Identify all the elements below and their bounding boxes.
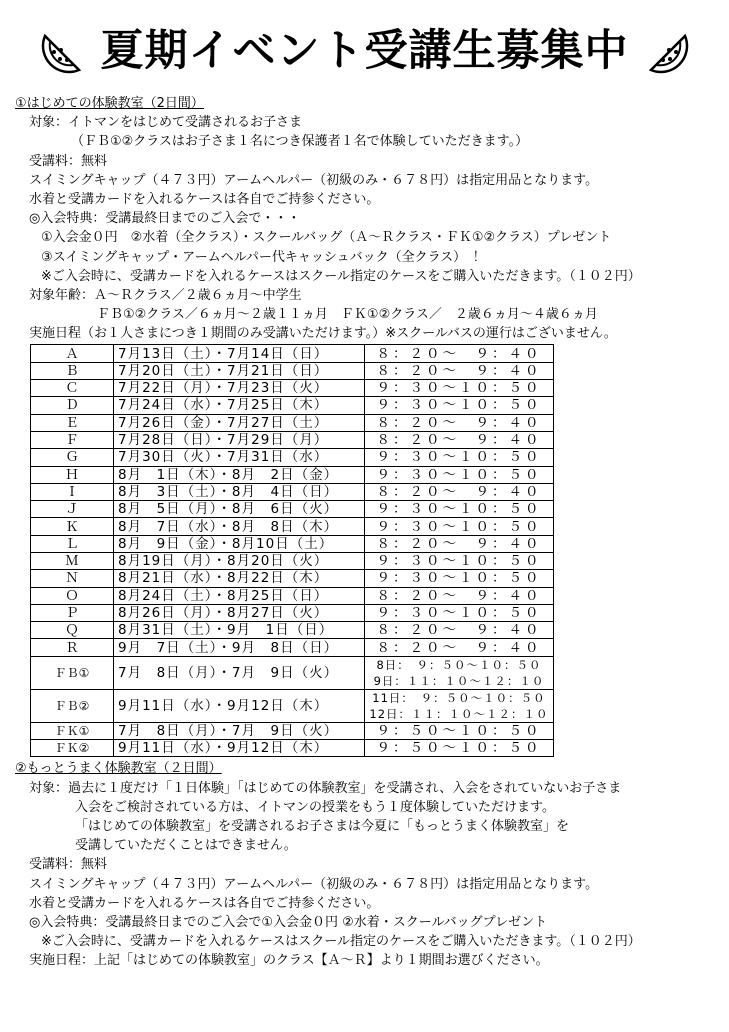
time-line: 8日： ９：５０～１０：５０ — [376, 657, 542, 672]
dates-cell: 7月13日（土）・7月14日（日） — [114, 345, 365, 362]
table-row — [31, 570, 554, 587]
table-row — [31, 362, 554, 379]
section2-heading: ②もっとうまく体験教室（２日間） — [15, 761, 222, 777]
class-cell: Ｃ — [31, 380, 114, 397]
time-line: 11日： ９：５０～１０：５０ — [372, 690, 546, 705]
time-cell: ９：３０～１０：５０ — [365, 501, 554, 518]
dates-cell: 9月11日（水）・9月12日（木） — [114, 689, 365, 722]
class-cell: ＦＫ② — [31, 740, 114, 757]
dates-cell: 8月 9日（金）・8月10日（土） — [114, 535, 365, 552]
dates-cell: 8月 1日（木）・8月 2日（金） — [114, 466, 365, 483]
dates-cell: 9月 7日（土）・9月 8日（日） — [114, 639, 365, 656]
dates-cell: 8月26日（月）・8月27日（火） — [114, 604, 365, 621]
section1-target: 対象：イトマンをはじめて受講されるお子さま — [29, 115, 303, 131]
section1-case: 水着と受講カードを入れるケースは各自でご持参ください。 — [29, 191, 380, 207]
table-row — [31, 587, 554, 604]
dates-cell: 7月 8日（月）・7月 9日（火） — [114, 656, 365, 689]
class-cell: Ｏ — [31, 587, 114, 604]
time-cell: ８：２０～ ９：４０ — [365, 362, 554, 379]
section1-bonus-item: ①入会金０円 ②水着（全クラス）・スクールバッグ（Ａ～Ｒクラス・ＦＫ①②クラス）プレゼント — [41, 230, 612, 246]
dates-cell: 7月26日（金）・7月27日（土） — [114, 414, 365, 431]
section2-bonus: ◎入会特典：受講最終日までのご入会で①入会金０円 ②水着・スクールバッグプレゼント — [29, 914, 548, 930]
section2-schedule: 実施日程：上記「はじめての体験教室」のクラス【Ａ～Ｒ】より１期間お選びください。 — [29, 953, 549, 969]
class-cell: Ｇ — [31, 449, 114, 466]
dates-cell: 8月 3日（土）・8月 4日（日） — [114, 483, 365, 500]
table-row — [31, 380, 554, 397]
section1-target-note: （ＦＢ①②クラスはお子さま１名につき保護者１名で体験していただきます。） — [71, 134, 529, 150]
dates-cell: 7月22日（月）・7月23日（火） — [114, 380, 365, 397]
time-cell: ９：３０～１０：５０ — [365, 553, 554, 570]
class-cell: Ｑ — [31, 622, 114, 639]
class-cell: Ｋ — [31, 518, 114, 535]
table-row — [31, 449, 554, 466]
time-cell: ８：２０～ ９：４０ — [365, 345, 554, 362]
table-row — [31, 622, 554, 639]
time-cell: ８：２０～ ９：４０ — [365, 622, 554, 639]
dates-cell: 8月24日（土）・8月25日（日） — [114, 587, 365, 604]
section1-heading: ①はじめての体験教室（2日間） — [15, 96, 204, 111]
time-line: 12日：１１：１０～１２：１０ — [369, 706, 549, 721]
time-cell: ９：３０～１０：５０ — [365, 466, 554, 483]
table-row — [31, 397, 554, 414]
class-cell: Ｐ — [31, 604, 114, 621]
class-cell: Ｌ — [31, 535, 114, 552]
table-row — [31, 466, 554, 483]
section1-note: ※ご入会時に、受講カードを入れるケースはスクール指定のケースをご購入いただきます。（１０２円） — [41, 268, 641, 284]
watermelon-icon — [643, 28, 689, 74]
section1-bonus-item: ③スイミングキャップ・アームヘルパー代キャッシュバック（全クラス） ！ — [41, 249, 486, 265]
table-row — [31, 639, 554, 656]
table-row — [31, 689, 554, 722]
class-cell: Ｉ — [31, 483, 114, 500]
section1-fee: 受講料：無料 — [29, 153, 108, 169]
page-header — [0, 22, 729, 80]
dates-cell: 8月19日（月）・8月20日（火） — [114, 553, 365, 570]
section2-target-line: 「はじめての体験教室」を受講されるお子さまは今夏に「もっとうまく体験教室」を — [75, 818, 570, 834]
dates-cell: 7月28日（日）・7月29日（月） — [114, 431, 365, 448]
class-cell: Ａ — [31, 345, 114, 362]
dates-cell: 8月31日（土）・9月 1日（日） — [114, 622, 365, 639]
class-cell: Ｅ — [31, 414, 114, 431]
class-cell: ＦＢ② — [31, 689, 114, 722]
class-cell: Ｒ — [31, 639, 114, 656]
dates-cell: 7月30日（火）・7月31日（水） — [114, 449, 365, 466]
time-cell: ９：５０～１０：５０ — [365, 722, 554, 739]
time-cell: ９：３０～１０：５０ — [365, 397, 554, 414]
table-row — [31, 414, 554, 431]
table-row — [31, 501, 554, 518]
class-cell: Ｆ — [31, 431, 114, 448]
time-cell: ８：２０～ ９：４０ — [365, 639, 554, 656]
class-cell: Ｎ — [31, 570, 114, 587]
table-row — [31, 518, 554, 535]
section2-target-line: 受講していただくことはできません。 — [75, 838, 297, 854]
class-cell: Ｂ — [31, 362, 114, 379]
table-row — [31, 722, 554, 739]
table-row — [31, 553, 554, 570]
section2-fee: 受講料：無料 — [29, 857, 108, 873]
time-cell: ９：３０～１０：５０ — [365, 449, 554, 466]
schedule-table — [30, 344, 554, 757]
page-title: 夏期イベント受講生募集中 — [100, 26, 629, 76]
table-row — [31, 345, 554, 362]
section1-bonus: ◎入会特典：受講最終日までのご入会で・・・ — [29, 211, 301, 227]
section1-items: スイミングキャップ（４７３円）アームヘルパー（初級のみ・６７８円）は指定用品となります。 — [29, 172, 599, 188]
time-cell: ８：２０～ ９：４０ — [365, 535, 554, 552]
table-row — [31, 604, 554, 621]
table-row — [31, 431, 554, 448]
dates-cell: 8月 5日（月）・8月 6日（火） — [114, 501, 365, 518]
dates-cell: 8月 7日（水）・8月 8日（木） — [114, 518, 365, 535]
time-cell: ８：２０～ ９：４０ — [365, 587, 554, 604]
dates-cell: 9月11日（水）・9月12日（木） — [114, 740, 365, 757]
time-cell: ９：３０～１０：５０ — [365, 604, 554, 621]
table-row — [31, 740, 554, 757]
class-cell: ＦＫ① — [31, 722, 114, 739]
class-cell: Ｄ — [31, 397, 114, 414]
dates-cell: 7月24日（水）・7月25日（木） — [114, 397, 365, 414]
section2-note: ※ご入会時に、受講カードを入れるケースはスクール指定のケースをご購入いただきます。（１０２円） — [41, 934, 641, 950]
time-cell: ８：２０～ ９：４０ — [365, 414, 554, 431]
document-body — [15, 94, 720, 970]
section1-age: 対象年齢：Ａ～Ｒクラス／２歳６ヵ月～中学生 — [29, 287, 302, 303]
table-row — [31, 535, 554, 552]
dates-cell: 7月20日（土）・7月21日（日） — [114, 362, 365, 379]
section1-schedule-heading: 実施日程（お１人さまにつき１期間のみ受講いただけます。）※スクールバスの運行はございません。 — [29, 326, 617, 342]
dates-cell: 7月 8日（月）・7月 9日（火） — [114, 722, 365, 739]
section2-target: 対象：過去に１度だけ「１日体験」「はじめての体験教室」を受講され、入会をされていないお子さま — [29, 780, 622, 796]
watermelon-icon — [41, 28, 87, 74]
class-cell: ＦＢ① — [31, 656, 114, 689]
time-line: 9日：１１：１０～１２：１０ — [373, 673, 545, 688]
time-cell: ９：５０～１０：５０ — [365, 740, 554, 757]
section2-items: スイミングキャップ（４７３円）アームヘルパー（初級のみ・６７８円）は指定用品となります。 — [29, 876, 599, 892]
time-cell — [365, 656, 554, 689]
section2-case: 水着と受講カードを入れるケースは各自でご持参ください。 — [29, 895, 380, 911]
dates-cell: 8月21日（水）・8月22日（木） — [114, 570, 365, 587]
class-cell: Ｊ — [31, 501, 114, 518]
class-cell: Ｍ — [31, 553, 114, 570]
table-row — [31, 656, 554, 689]
class-cell: Ｈ — [31, 466, 114, 483]
time-cell: ９：３０～１０：５０ — [365, 380, 554, 397]
section2-target-line: 入会をご検討されている方は、イトマンの授業をもう１度体験していただけます。 — [75, 799, 555, 815]
time-cell: ８：２０～ ９：４０ — [365, 483, 554, 500]
time-cell: ８：２０～ ９：４０ — [365, 431, 554, 448]
time-cell — [365, 689, 554, 722]
section1-age-fb: ＦＢ①②クラス／６ヵ月～２歳１１ヵ月 ＦＫ①②クラス／ ２歳６ヵ月～４歳６ヵ月 — [97, 307, 598, 323]
time-cell: ９：３０～１０：５０ — [365, 518, 554, 535]
time-cell: ９：３０～１０：５０ — [365, 570, 554, 587]
table-row — [31, 483, 554, 500]
